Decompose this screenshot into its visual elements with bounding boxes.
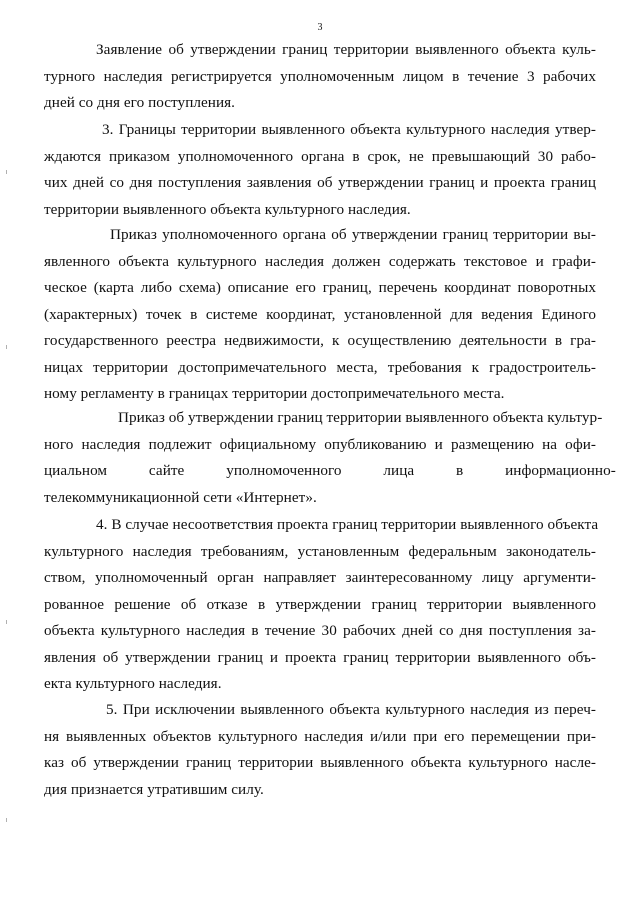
text-line: территории выявленного объекта культурного наследия. [44, 200, 411, 218]
text-line: чих дней со дня поступления заявления об утверждении границ и проекта границ [44, 174, 596, 191]
text-line: турного наследия регистрируется уполномоченным лицом в течение 3 рабочих [44, 67, 596, 85]
scan-mark [6, 818, 7, 822]
text-line: телекоммуникационной сети «Интернет». [44, 488, 317, 506]
text-line-spread: циальном сайте уполномоченного лица в информационно- [44, 462, 616, 479]
text-line: рованное решение об отказе в утверждении границ территории выявленного [44, 595, 596, 613]
text-line: 5. При исключении выявленного объекта культурного наследия из переч- [106, 701, 596, 718]
text-line: явления об утверждении границ и проекта границ территории выявленного объ- [44, 648, 596, 666]
text-line: объекта культурного наследия в течение 30 рабочих дней со дня поступления за- [44, 622, 596, 639]
paragraph-order-contents [44, 222, 596, 408]
text-line: (характерных) точек в системе координат, установленной для ведения Единого [44, 305, 596, 323]
text-line: Приказ об утверждении границ территории выявленного объекта культур- [118, 409, 603, 426]
paragraph-order-publication [44, 405, 616, 511]
text-line: дия признается утратившим силу. [44, 780, 264, 798]
text-line: ня выявленных объектов культурного наследия и/или при его перемещении при- [44, 727, 596, 745]
text-line: ством, уполномоченный орган направляет заинтересованному лицу аргументи- [44, 569, 596, 586]
text-line: 3. Границы территории выявленного объекта культурного наследия утвер- [102, 121, 596, 138]
text-line [44, 458, 616, 485]
text-line: культурного наследия требованиям, установленным федеральным законодатель- [44, 542, 596, 560]
scan-mark [6, 345, 7, 349]
text-line: Приказ уполномоченного органа об утверждении границ территории вы- [110, 226, 596, 243]
text-line: каз об утверждении границ территории выявленного объекта культурного насле- [44, 754, 596, 771]
scan-mark [6, 620, 7, 624]
text-line: государственного реестра недвижимости, к осуществлению деятельности в гра- [44, 332, 596, 349]
scan-mark [6, 170, 7, 174]
paragraph-item-4 [44, 512, 599, 698]
paragraph-item-5 [44, 697, 596, 803]
text-line: явленного объекта культурного наследия должен содержать текстовое и графи- [44, 252, 596, 270]
text-line: Заявление об утверждении границ территории выявленного объекта куль- [96, 41, 596, 58]
text-line: ждаются приказом уполномоченного органа в срок, не превышающий 30 рабо- [44, 147, 596, 165]
text-line: ному регламенту в границах территории достопримечательного места. [44, 385, 505, 402]
paragraph-item-3 [44, 117, 596, 223]
paragraph-application-registration [44, 37, 596, 117]
text-line: ницах территории достопримечательного места, требования к градостроитель- [44, 358, 596, 376]
text-line: ческое (карта либо схема) описание его границ, перечень координат поворотных [44, 279, 596, 296]
text-line: дней со дня его поступления. [44, 94, 236, 111]
text-line: екта культурного наследия. [44, 675, 222, 692]
text-line: 4. В случае несоответствия проекта границ территории выявленного объекта [96, 516, 599, 533]
text-line: ного наследия подлежит официальному опубликованию и размещению на офи- [44, 435, 596, 453]
page-number: 3 [317, 22, 323, 33]
